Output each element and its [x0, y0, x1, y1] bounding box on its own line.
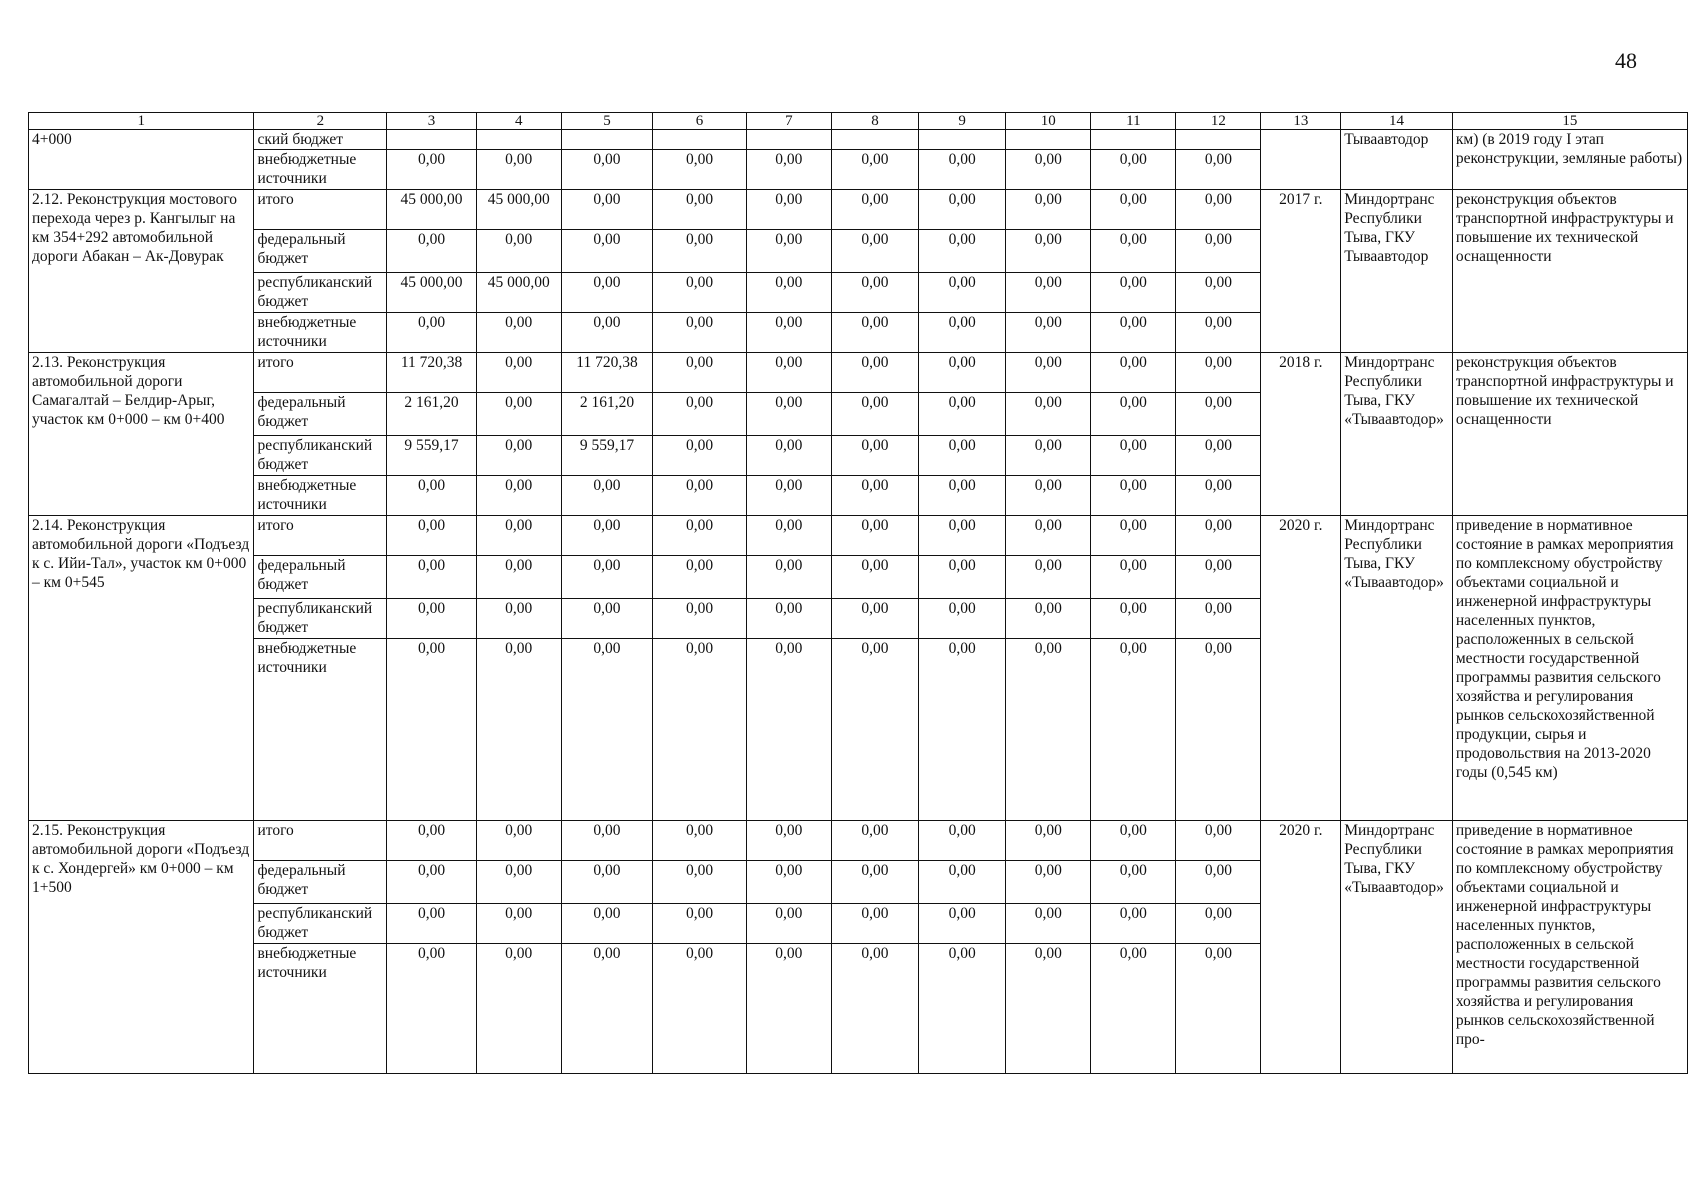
value-cell: 0,00	[561, 556, 652, 599]
value-cell: 0,00	[919, 150, 1006, 190]
value-cell: 0,00	[1176, 556, 1261, 599]
value-cell: 0,00	[1006, 150, 1091, 190]
value-cell: 0,00	[746, 353, 831, 393]
value-cell: 0,00	[919, 353, 1006, 393]
value-cell: 0,00	[561, 639, 652, 821]
executor-cell: Тываавтодор	[1341, 130, 1453, 190]
value-cell: 0,00	[476, 599, 561, 639]
value-cell: 0,00	[1176, 190, 1261, 230]
value-cell: 0,00	[1006, 190, 1091, 230]
value-cell: 0,00	[387, 516, 476, 556]
value-cell: 0,00	[746, 821, 831, 861]
value-cell: 0,00	[831, 190, 918, 230]
value-cell: 0,00	[1091, 353, 1176, 393]
value-cell: 0,00	[831, 516, 918, 556]
value-cell: 0,00	[1006, 821, 1091, 861]
value-cell: 0,00	[653, 353, 747, 393]
value-cell: 0,00	[653, 904, 747, 944]
value-cell: 45 000,00	[476, 190, 561, 230]
funding-source-cell: республиканский бюджет	[254, 436, 387, 476]
funding-source-cell: итого	[254, 353, 387, 393]
value-cell: 0,00	[1006, 230, 1091, 273]
value-cell: 0,00	[653, 313, 747, 353]
value-cell: 0,00	[919, 190, 1006, 230]
value-cell: 0,00	[1006, 393, 1091, 436]
value-cell: 0,00	[919, 904, 1006, 944]
column-number-header: 2	[254, 113, 387, 130]
value-cell: 0,00	[653, 190, 747, 230]
value-cell: 0,00	[746, 944, 831, 1074]
value-cell: 0,00	[561, 516, 652, 556]
value-cell: 0,00	[1176, 904, 1261, 944]
value-cell: 0,00	[476, 353, 561, 393]
value-cell: 0,00	[561, 476, 652, 516]
value-cell: 0,00	[1091, 393, 1176, 436]
object-name-cell: 2.14. Реконструкция автомобильной дороги «Подъезд к с. Ийи-Тал», участок км 0+000 – км 0+545	[29, 516, 254, 821]
value-cell: 0,00	[653, 230, 747, 273]
table-row	[29, 821, 1688, 861]
value-cell: 0,00	[1176, 436, 1261, 476]
funding-source-cell: республиканский бюджет	[254, 904, 387, 944]
funding-source-cell: федеральный бюджет	[254, 861, 387, 904]
value-cell: 0,00	[831, 821, 918, 861]
value-cell: 0,00	[1091, 944, 1176, 1074]
result-cell: реконструкция объектов транспортной инфраструктуры и повышение их технической оснащенности	[1452, 190, 1687, 353]
column-number-header: 3	[387, 113, 476, 130]
value-cell: 0,00	[919, 273, 1006, 313]
value-cell	[476, 130, 561, 150]
object-name-cell: 2.12. Реконструкция мостового перехода через р. Кангылыг на км 354+292 автомобильной дороги Абакан – Ак-Довурак	[29, 190, 254, 353]
value-cell: 0,00	[561, 190, 652, 230]
column-number-header: 5	[561, 113, 652, 130]
result-cell: км) (в 2019 году I этап реконструкции, земляные работы)	[1452, 130, 1687, 190]
value-cell: 0,00	[746, 190, 831, 230]
value-cell: 0,00	[831, 904, 918, 944]
value-cell: 0,00	[1176, 861, 1261, 904]
value-cell: 0,00	[653, 861, 747, 904]
value-cell: 0,00	[1091, 150, 1176, 190]
value-cell: 0,00	[653, 150, 747, 190]
funding-source-cell: федеральный бюджет	[254, 230, 387, 273]
executor-cell: Миндортранс Республики Тыва, ГКУ «Тываавтодор»	[1341, 353, 1453, 516]
value-cell: 0,00	[476, 313, 561, 353]
value-cell: 0,00	[746, 516, 831, 556]
value-cell	[653, 130, 747, 150]
column-number-header: 13	[1261, 113, 1341, 130]
value-cell: 9 559,17	[387, 436, 476, 476]
value-cell: 0,00	[746, 230, 831, 273]
value-cell: 0,00	[919, 821, 1006, 861]
funding-source-cell: ский бюджет	[254, 130, 387, 150]
value-cell: 0,00	[561, 944, 652, 1074]
funding-source-cell: федеральный бюджет	[254, 556, 387, 599]
value-cell: 0,00	[387, 150, 476, 190]
value-cell: 0,00	[831, 476, 918, 516]
value-cell: 0,00	[476, 861, 561, 904]
value-cell: 0,00	[746, 599, 831, 639]
value-cell: 0,00	[831, 150, 918, 190]
column-number-row	[29, 113, 1688, 130]
value-cell: 0,00	[561, 904, 652, 944]
value-cell: 0,00	[919, 313, 1006, 353]
value-cell: 0,00	[561, 230, 652, 273]
value-cell: 2 161,20	[387, 393, 476, 436]
value-cell: 0,00	[387, 861, 476, 904]
value-cell: 0,00	[1176, 476, 1261, 516]
column-number-header: 8	[831, 113, 918, 130]
column-number-header: 9	[919, 113, 1006, 130]
value-cell: 0,00	[831, 599, 918, 639]
value-cell: 0,00	[561, 273, 652, 313]
value-cell	[1176, 130, 1261, 150]
column-number-header: 11	[1091, 113, 1176, 130]
value-cell: 0,00	[653, 944, 747, 1074]
value-cell: 0,00	[1006, 599, 1091, 639]
value-cell: 45 000,00	[387, 273, 476, 313]
funding-source-cell: внебюджетные источники	[254, 944, 387, 1074]
value-cell	[1006, 130, 1091, 150]
value-cell: 11 720,38	[387, 353, 476, 393]
value-cell: 0,00	[919, 639, 1006, 821]
value-cell: 0,00	[746, 273, 831, 313]
funding-source-cell: внебюджетные источники	[254, 313, 387, 353]
value-cell: 0,00	[831, 353, 918, 393]
value-cell: 0,00	[919, 436, 1006, 476]
value-cell: 0,00	[653, 821, 747, 861]
year-cell: 2020 г.	[1261, 821, 1341, 1074]
value-cell: 0,00	[1176, 313, 1261, 353]
value-cell: 0,00	[919, 230, 1006, 273]
object-name-cell: 2.13. Реконструкция автомобильной дороги Самагалтай – Белдир-Арыг, участок км 0+000 – км 0+400	[29, 353, 254, 516]
column-number-header: 7	[746, 113, 831, 130]
value-cell: 0,00	[476, 476, 561, 516]
funding-source-cell: республиканский бюджет	[254, 273, 387, 313]
value-cell: 0,00	[1176, 150, 1261, 190]
executor-cell: Миндортранс Республики Тыва, ГКУ Тываавтодор	[1341, 190, 1453, 353]
value-cell: 0,00	[1091, 230, 1176, 273]
funding-source-cell: внебюджетные источники	[254, 476, 387, 516]
table-row	[29, 353, 1688, 393]
value-cell: 0,00	[746, 436, 831, 476]
value-cell: 0,00	[653, 516, 747, 556]
value-cell: 0,00	[387, 821, 476, 861]
value-cell: 0,00	[1176, 353, 1261, 393]
value-cell: 0,00	[831, 393, 918, 436]
value-cell: 0,00	[919, 599, 1006, 639]
year-cell	[1261, 130, 1341, 190]
result-cell: приведение в нормативное состояние в рамках мероприятия по комплексному обустройству объектами социальной и инженерной инфраструктуры населенных пунктов, расположенных в сельской местности государственной программы развития сельского хозяйства и регулирования рынков сельскохозяйственной продукции, сырья и продовольствия на 2013-2020 годы (0,545 км)	[1452, 516, 1687, 821]
value-cell: 9 559,17	[561, 436, 652, 476]
value-cell: 0,00	[1176, 599, 1261, 639]
table-row	[29, 130, 1688, 150]
value-cell: 0,00	[919, 476, 1006, 516]
value-cell: 0,00	[476, 821, 561, 861]
value-cell: 0,00	[476, 639, 561, 821]
value-cell: 0,00	[476, 516, 561, 556]
value-cell: 0,00	[831, 861, 918, 904]
value-cell: 0,00	[1006, 556, 1091, 599]
value-cell: 0,00	[831, 230, 918, 273]
value-cell: 0,00	[746, 150, 831, 190]
value-cell: 0,00	[653, 556, 747, 599]
executor-cell: Миндортранс Республики Тыва, ГКУ «Тываавтодор»	[1341, 821, 1453, 1074]
funding-source-cell: внебюджетные источники	[254, 639, 387, 821]
value-cell: 0,00	[746, 904, 831, 944]
value-cell: 0,00	[919, 861, 1006, 904]
value-cell: 0,00	[387, 313, 476, 353]
value-cell: 0,00	[1006, 273, 1091, 313]
value-cell: 0,00	[1006, 436, 1091, 476]
funding-source-cell: республиканский бюджет	[254, 599, 387, 639]
value-cell: 0,00	[476, 436, 561, 476]
year-cell: 2018 г.	[1261, 353, 1341, 516]
table-row	[29, 516, 1688, 556]
value-cell: 0,00	[1006, 516, 1091, 556]
table-row	[29, 190, 1688, 230]
value-cell: 0,00	[1006, 861, 1091, 904]
value-cell: 0,00	[919, 393, 1006, 436]
value-cell: 0,00	[387, 599, 476, 639]
funding-source-cell: внебюджетные источники	[254, 150, 387, 190]
result-cell: реконструкция объектов транспортной инфраструктуры и повышение их технической оснащенности	[1452, 353, 1687, 516]
value-cell	[746, 130, 831, 150]
value-cell: 0,00	[476, 150, 561, 190]
value-cell: 0,00	[1091, 599, 1176, 639]
value-cell: 0,00	[831, 436, 918, 476]
value-cell: 0,00	[1176, 639, 1261, 821]
value-cell: 0,00	[1176, 944, 1261, 1074]
year-cell: 2017 г.	[1261, 190, 1341, 353]
value-cell	[1091, 130, 1176, 150]
value-cell	[919, 130, 1006, 150]
value-cell: 0,00	[1091, 313, 1176, 353]
value-cell: 0,00	[1091, 273, 1176, 313]
value-cell: 0,00	[746, 313, 831, 353]
funding-source-cell: итого	[254, 190, 387, 230]
value-cell: 45 000,00	[387, 190, 476, 230]
value-cell: 0,00	[831, 556, 918, 599]
value-cell: 0,00	[561, 821, 652, 861]
value-cell	[561, 130, 652, 150]
value-cell: 0,00	[1006, 944, 1091, 1074]
value-cell: 0,00	[746, 393, 831, 436]
value-cell: 0,00	[561, 313, 652, 353]
value-cell: 0,00	[1091, 639, 1176, 821]
value-cell: 0,00	[476, 230, 561, 273]
value-cell: 0,00	[1176, 230, 1261, 273]
value-cell: 0,00	[1176, 821, 1261, 861]
value-cell: 0,00	[1006, 313, 1091, 353]
value-cell: 0,00	[561, 599, 652, 639]
value-cell: 0,00	[476, 393, 561, 436]
column-number-header: 15	[1452, 113, 1687, 130]
value-cell: 0,00	[1091, 190, 1176, 230]
value-cell: 0,00	[1176, 273, 1261, 313]
result-cell: приведение в нормативное состояние в рамках мероприятия по комплексному обустройству объектами социальной и инженерной инфраструктуры населенных пунктов, расположенных в сельской местности государственной программы развития сельского хозяйства и регулирования рынков сельскохозяйственной про-	[1452, 821, 1687, 1074]
value-cell: 11 720,38	[561, 353, 652, 393]
value-cell: 0,00	[919, 556, 1006, 599]
value-cell: 0,00	[1091, 861, 1176, 904]
value-cell: 0,00	[387, 944, 476, 1074]
value-cell: 0,00	[653, 639, 747, 821]
value-cell: 0,00	[387, 639, 476, 821]
year-cell: 2020 г.	[1261, 516, 1341, 821]
value-cell: 0,00	[653, 476, 747, 516]
value-cell: 45 000,00	[476, 273, 561, 313]
value-cell: 0,00	[831, 639, 918, 821]
object-name-cell: 2.15. Реконструкция автомобильной дороги «Подъезд к с. Хондергей» км 0+000 – км 1+500	[29, 821, 254, 1074]
value-cell: 0,00	[653, 273, 747, 313]
funding-source-cell: федеральный бюджет	[254, 393, 387, 436]
funding-source-cell: итого	[254, 821, 387, 861]
value-cell: 0,00	[476, 556, 561, 599]
value-cell: 0,00	[561, 861, 652, 904]
value-cell: 0,00	[746, 639, 831, 821]
value-cell: 0,00	[831, 273, 918, 313]
column-number-header: 14	[1341, 113, 1453, 130]
value-cell: 0,00	[387, 904, 476, 944]
value-cell: 0,00	[387, 556, 476, 599]
value-cell	[387, 130, 476, 150]
value-cell: 0,00	[653, 393, 747, 436]
funding-source-cell: итого	[254, 516, 387, 556]
value-cell: 0,00	[831, 313, 918, 353]
column-number-header: 10	[1006, 113, 1091, 130]
value-cell: 2 161,20	[561, 393, 652, 436]
column-number-header: 1	[29, 113, 254, 130]
value-cell: 0,00	[831, 944, 918, 1074]
page-number: 48	[1615, 48, 1637, 73]
value-cell: 0,00	[1176, 516, 1261, 556]
value-cell: 0,00	[653, 436, 747, 476]
value-cell: 0,00	[919, 516, 1006, 556]
value-cell: 0,00	[1176, 393, 1261, 436]
value-cell: 0,00	[476, 904, 561, 944]
value-cell: 0,00	[1006, 353, 1091, 393]
program-table	[28, 112, 1688, 1074]
value-cell: 0,00	[1091, 904, 1176, 944]
value-cell: 0,00	[1091, 821, 1176, 861]
value-cell: 0,00	[561, 150, 652, 190]
value-cell: 0,00	[746, 476, 831, 516]
executor-cell: Миндортранс Республики Тыва, ГКУ «Тываавтодор»	[1341, 516, 1453, 821]
value-cell	[831, 130, 918, 150]
value-cell: 0,00	[746, 861, 831, 904]
value-cell: 0,00	[387, 476, 476, 516]
value-cell: 0,00	[1091, 556, 1176, 599]
value-cell: 0,00	[1091, 516, 1176, 556]
value-cell: 0,00	[387, 230, 476, 273]
value-cell: 0,00	[476, 944, 561, 1074]
value-cell: 0,00	[653, 599, 747, 639]
column-number-header: 12	[1176, 113, 1261, 130]
value-cell: 0,00	[1006, 904, 1091, 944]
value-cell: 0,00	[1091, 436, 1176, 476]
column-number-header: 4	[476, 113, 561, 130]
object-name-cell: 4+000	[29, 130, 254, 190]
value-cell: 0,00	[1006, 476, 1091, 516]
value-cell: 0,00	[746, 556, 831, 599]
value-cell: 0,00	[1091, 476, 1176, 516]
value-cell: 0,00	[1006, 639, 1091, 821]
value-cell: 0,00	[919, 944, 1006, 1074]
column-number-header: 6	[653, 113, 747, 130]
